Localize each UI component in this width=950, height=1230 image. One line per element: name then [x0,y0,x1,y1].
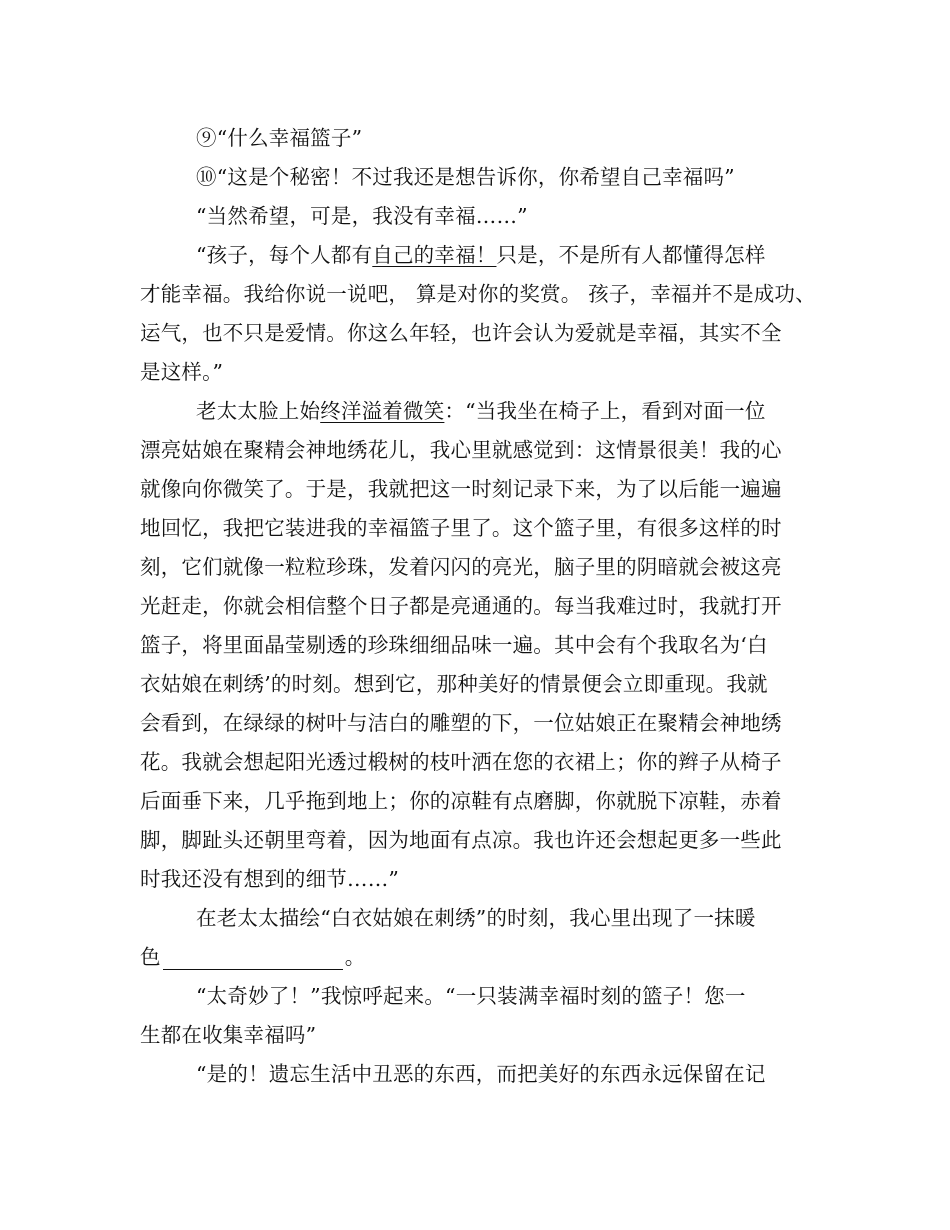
text-segment: 生都在收集幸福吗” [140,1023,317,1047]
text-line [140,554,782,580]
text-line [140,1022,316,1048]
text-segment: 会看到，在绿绿的树叶与洁白的雕塑的下，一位姑娘正在聚精会神地绣 [140,711,782,735]
text-segment: 花。我就会想起阳光透过椴树的枝叶洒在您的衣裙上；你的辫子从椅子 [140,750,782,774]
text-line [140,671,768,697]
underlined-text: 终洋溢着微笑 [320,399,445,423]
text-segment: 后面垂下来，几乎拖到地上；你的凉鞋有点磨脚，你就脱下凉鞋，赤着 [140,789,782,813]
text-segment: ⑨“什么幸福篮子” [196,126,363,150]
text-segment: 篮子，将里面晶莹剔透的珍珠细细品味一遍。其中会有个我取名为‘白 [140,633,768,657]
text-line [196,398,766,424]
text-line [140,866,399,892]
text-segment: “当然希望，可是，我没有幸福……” [196,204,528,228]
underlined-text: 自己的幸福！ [372,243,497,267]
text-line [140,437,782,463]
text-line [140,593,782,619]
text-segment: 色 [140,945,161,969]
text-segment: 是这样。” [140,360,224,384]
text-segment: “孩子，每个人都有 [196,243,373,267]
text-line [196,983,746,1009]
text-line [140,788,782,814]
text-segment: 光赶走，你就会相信整个日子都是亮通通的。每当我难过时，我就打开 [140,594,782,618]
text-line [140,827,782,853]
text-segment: 运气，也不只是爱情。你这么年轻，也许会认为爱就是幸福，其实不全 [140,321,782,345]
text-segment: ：“当我坐在椅子上，看到对面一位 [444,399,766,423]
text-line [140,281,816,307]
text-line [140,710,782,736]
text-segment: “太奇妙了！”我惊呼起来。“一只装满幸福时刻的篮子！您一 [196,984,746,1008]
text-line [196,164,735,190]
text-segment: 漂亮姑娘在聚精会神地绣花儿，我心里就感觉到：这情景很美！我的心 [140,438,782,462]
text-segment: 。 [344,945,366,969]
text-segment: 老太太脸上始 [196,399,321,423]
text-line [140,476,782,502]
text-segment: 就像向你微笑了。于是，我就把这一时刻记录下来，为了以后能一遍遍 [140,477,782,501]
text-line [196,1061,766,1087]
text-segment: 才能幸福。我给你说一说吧， 算是对你的奖赏。 孩子，幸福并不是成功、 [140,282,816,306]
text-line [140,320,782,346]
text-line [140,359,223,385]
text-segment: 在老太太描绘“白衣姑娘在刺绣”的时刻，我心里出现了一抹暖 [196,906,756,930]
text-line [196,242,766,268]
answer-blank[interactable] [163,947,343,970]
text-segment: 衣姑娘在刺绣’的时刻。想到它，那种美好的情景便会立即重现。我就 [140,672,768,696]
text-segment: 只是，不是所有人都懂得怎样 [496,243,766,267]
text-line [140,632,768,658]
text-line [140,749,782,775]
text-segment: 地回忆，我把它装进我的幸福篮子里了。这个篮子里，有很多这样的时 [140,516,782,540]
text-line [140,515,782,541]
text-line [196,125,362,151]
text-segment: ⑩“这是个秘密！不过我还是想告诉你，你希望自己幸福吗” [196,165,735,189]
text-segment: “是的！遗忘生活中丑恶的东西，而把美好的东西永远保留在记 [196,1062,766,1086]
text-segment: 脚，脚趾头还朝里弯着，因为地面有点凉。我也许还会想起更多一些此 [140,828,782,852]
text-line [140,944,365,970]
text-segment: 刻，它们就像一粒粒珍珠，发着闪闪的亮光，脑子里的阴暗就会被这亮 [140,555,782,579]
text-line [196,203,528,229]
text-segment: 时我还没有想到的细节……” [140,867,400,891]
text-line [196,905,756,931]
